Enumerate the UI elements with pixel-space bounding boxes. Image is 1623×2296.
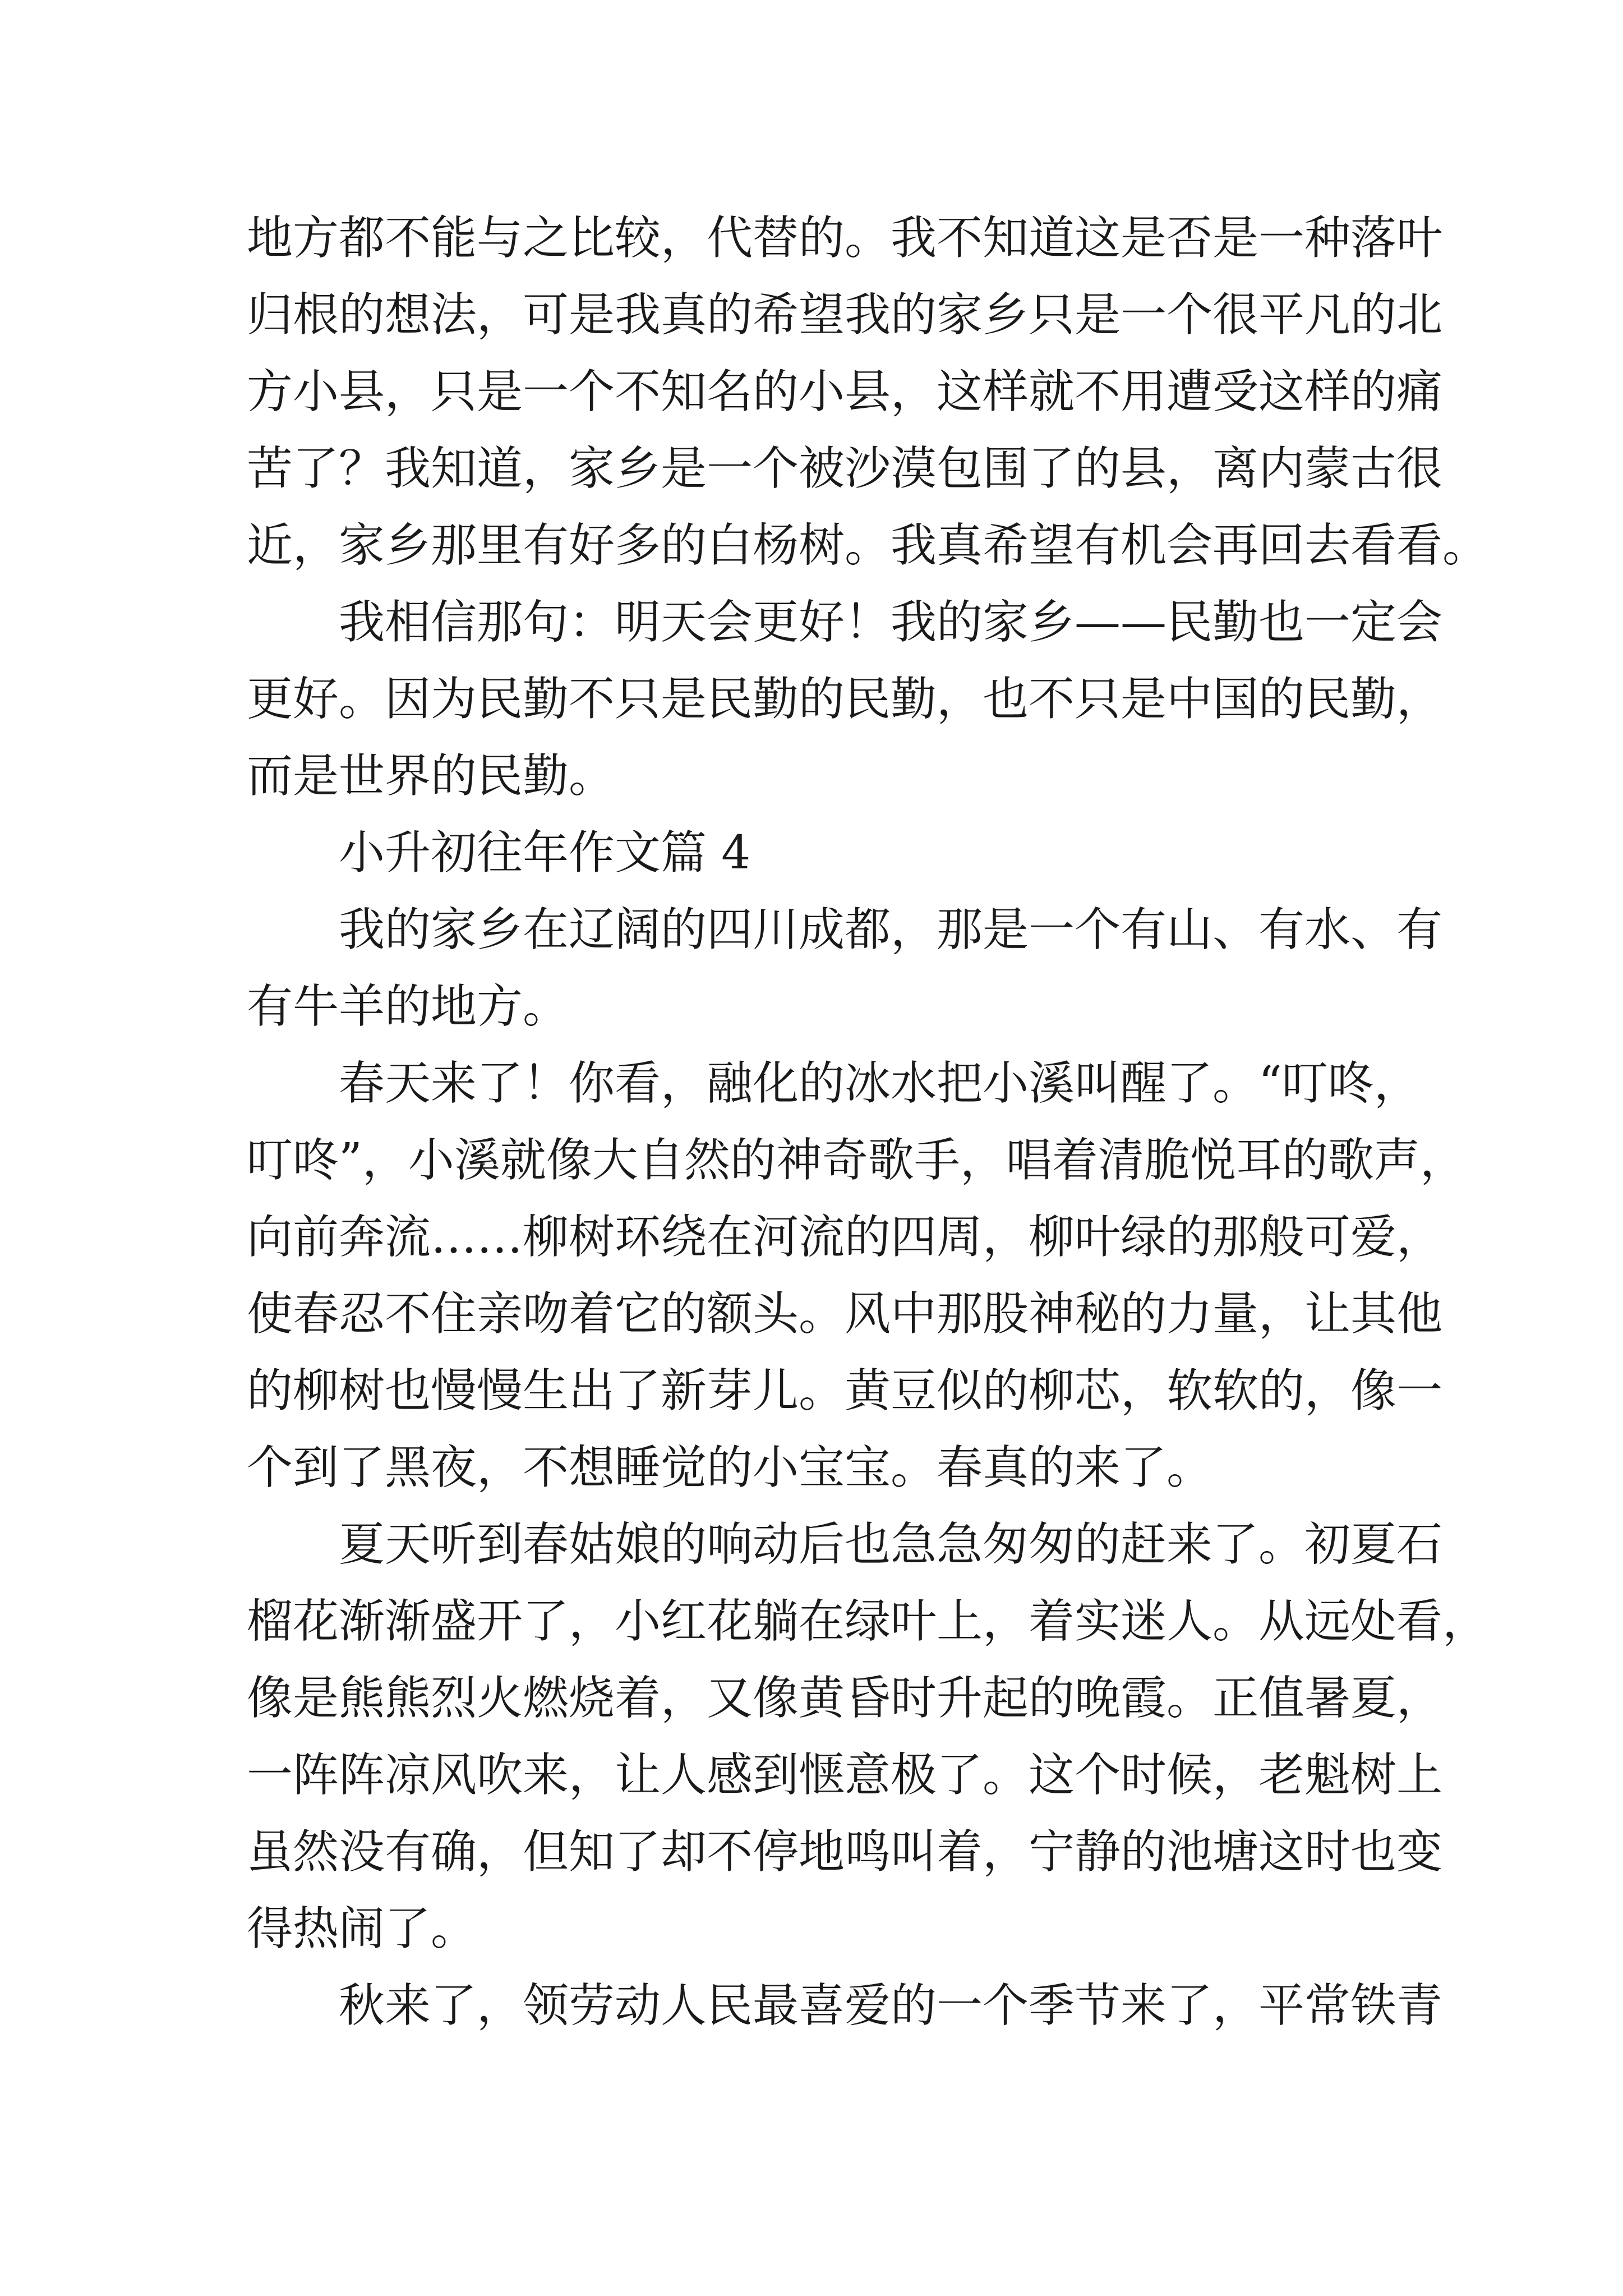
text-line: 秋来了，领劳动人民最喜爱的一个季节来了，平常铁青 — [339, 1979, 1443, 2032]
text-line: 向前奔流……柳树环绕在河流的四周，柳叶绿的那般可爱， — [247, 1211, 1443, 1264]
document-body — [247, 200, 1489, 2044]
text-line: 个到了黑夜，不想睡觉的小宝宝。春真的来了。 — [247, 1441, 1213, 1494]
text-line: 春天来了！你看，融化的冰水把小溪叫醒了。“叮咚， — [339, 1057, 1420, 1110]
text-line: 我的家乡在辽阔的四川成都，那是一个有山、有水、有 — [339, 903, 1443, 956]
text-line: 虽然没有确，但知了却不停地鸣叫着，宁静的池塘这时也变 — [247, 1825, 1443, 1879]
text-line: 归根的想法，可是我真的希望我的家乡只是一个很平凡的北 — [247, 288, 1443, 342]
text-line: 叮咚”，小溪就像大自然的神奇歌手，唱着清脆悦耳的歌声， — [247, 1134, 1466, 1187]
text-line: 而是世界的民勤。 — [247, 749, 615, 803]
text-line: 夏天听到春姑娘的响动后也急急匆匆的赶来了。初夏石 — [339, 1518, 1443, 1571]
text-line: 榴花渐渐盛开了，小红花躺在绿叶上，着实迷人。从远处看， — [247, 1595, 1489, 1648]
text-line: 一阵阵凉风吹来，让人感到惬意极了。这个时候，老魁树上 — [247, 1749, 1443, 1802]
text-line: 使春忍不住亲吻着它的额头。风中那股神秘的力量，让其他 — [247, 1287, 1443, 1341]
text-line: 小升初往年作文篇 4 — [339, 826, 751, 880]
text-line: 的柳树也慢慢生出了新芽儿。黄豆似的柳芯，软软的，像一 — [247, 1364, 1443, 1418]
text-line: 更好。因为民勤不只是民勤的民勤，也不只是中国的民勤， — [247, 673, 1443, 726]
text-line: 得热闹了。 — [247, 1902, 477, 1955]
text-line: 地方都不能与之比较，代替的。我不知道这是否是一种落叶 — [247, 211, 1443, 265]
text-line: 苦了？我知道，家乡是一个被沙漠包围了的县，离内蒙古很 — [247, 442, 1443, 495]
text-line: 近，家乡那里有好多的白杨树。我真希望有机会再回去看看。 — [247, 519, 1489, 572]
text-line: 方小县，只是一个不知名的小县，这样就不用遭受这样的痛 — [247, 365, 1443, 418]
text-line: 我相信那句：明天会更好！我的家乡——民勤也一定会 — [339, 596, 1443, 649]
text-line: 像是熊熊烈火燃烧着，又像黄昏时升起的晚霞。正值暑夏， — [247, 1672, 1443, 1725]
text-line: 有牛羊的地方。 — [247, 980, 569, 1033]
